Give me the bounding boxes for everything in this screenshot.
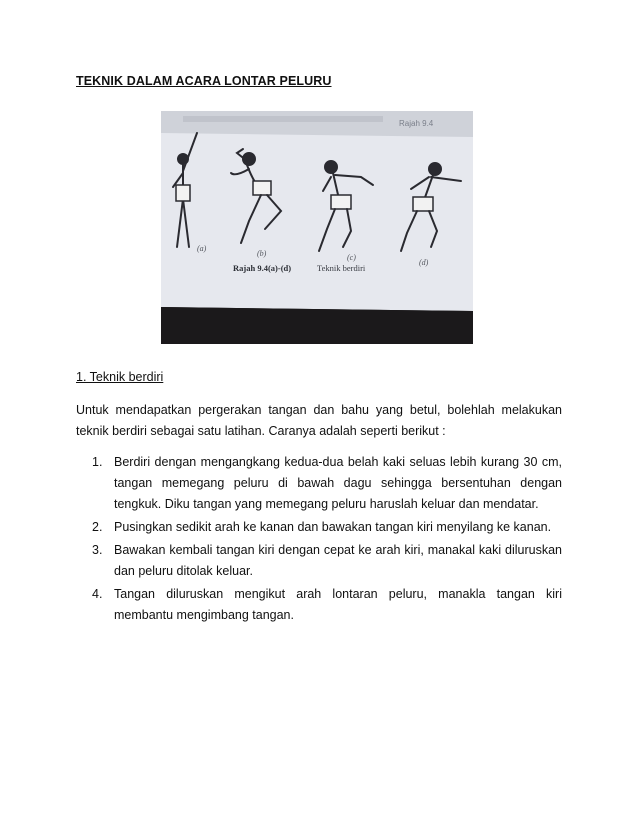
figure-caption-top: Rajah 9.4 bbox=[399, 119, 434, 128]
panel-label-a: (a) bbox=[197, 244, 207, 253]
panel-label-d: (d) bbox=[419, 258, 429, 267]
step-text: Tangan diluruskan mengikut arah lontaran peluru, manakla tangan kiri membantu mengimbang tangan. bbox=[114, 587, 562, 622]
document-title: TEKNIK DALAM ACARA LONTAR PELURU bbox=[76, 74, 332, 88]
panel-label-c: (c) bbox=[347, 253, 356, 262]
section-heading: 1. Teknik berdiri bbox=[76, 370, 164, 384]
step-text: Bawakan kembali tangan kiri dengan cepat ke arah kiri, manakal kaki diluruskan dan peluru ditolak keluar. bbox=[114, 543, 562, 578]
step-number: 4. bbox=[92, 587, 103, 601]
step-number: 3. bbox=[92, 543, 103, 557]
list-item bbox=[76, 452, 562, 515]
step-number: 2. bbox=[92, 520, 103, 534]
shot-put-illustration bbox=[161, 111, 473, 344]
list-item bbox=[76, 540, 562, 582]
step-text: Pusingkan sedikit arah ke kanan dan bawakan tangan kiri menyilang ke kanan. bbox=[114, 520, 552, 534]
steps-list bbox=[76, 452, 562, 628]
panel-label-b: (b) bbox=[257, 249, 267, 258]
step-number: 1. bbox=[92, 455, 103, 469]
figure-caption-text: Teknik berdiri bbox=[317, 263, 366, 273]
figure-caption-label: Rajah 9.4(a)-(d) bbox=[233, 263, 292, 273]
list-item bbox=[76, 584, 562, 626]
list-item bbox=[76, 517, 562, 538]
step-text: Berdiri dengan mengangkang kedua-dua belah kaki seluas lebih kurang 30 cm, tangan memegang peluru di bawah dagu sehingga bersentuhan dengan tengkuk. Diku tangan yang memegang peluru haruslah keluar dan mendatar. bbox=[114, 455, 562, 511]
figure-photo bbox=[161, 111, 473, 344]
intro-paragraph: Untuk mendapatkan pergerakan tangan dan bahu yang betul, bolehlah melakukan teknik berdiri sebagai satu latihan. Caranya adalah seperti berikut : bbox=[76, 403, 562, 438]
